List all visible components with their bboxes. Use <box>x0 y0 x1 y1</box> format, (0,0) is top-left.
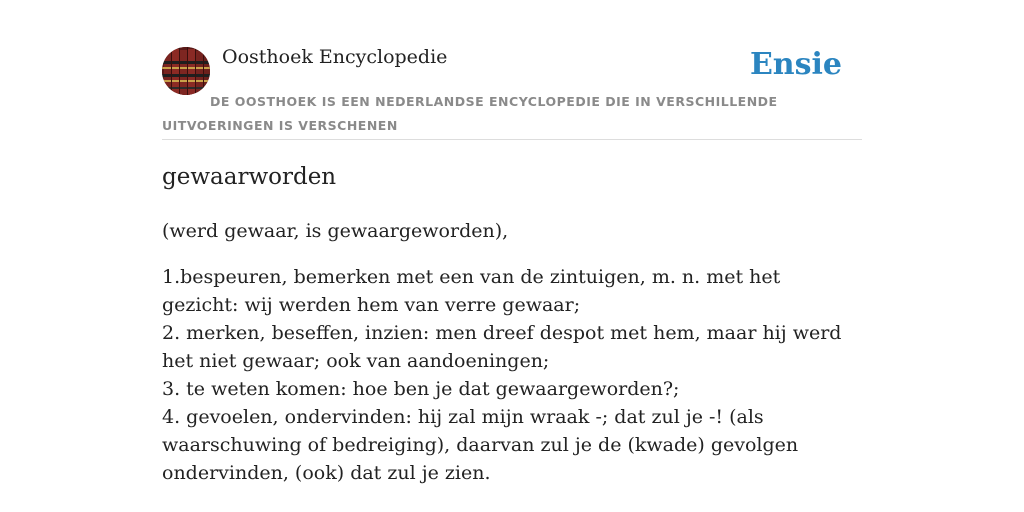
definition-sense: 4. gevoelen, ondervinden: hij zal mijn wraak -; dat zul je -! (als waarschuwing of bedreiging), daarvan zul je de (kwade) gevolgen ondervinden, (ook) dat zul je zien. <box>162 406 799 484</box>
header-divider <box>162 139 862 140</box>
definition-sense: 3. te weten komen: hoe ben je dat gewaargeworden?; <box>162 378 680 400</box>
site-name[interactable]: Oosthoek Encyclopedie <box>222 46 448 68</box>
definition-sense: 1.bespeuren, bemerken met een van de zintuigen, m. n. met het gezicht: wij werden hem van verre gewaar; <box>162 266 781 316</box>
definition-sense: 2. merken, beseffen, inzien: men dreef despot met hem, maar hij werd het niet gewaar; ook van aandoeningen; <box>162 322 842 372</box>
entry-definition <box>162 263 862 487</box>
encyclopedia-books-icon[interactable] <box>162 47 210 95</box>
entry-headword: gewaarworden <box>162 164 337 190</box>
site-tagline: DE OOSTHOEK IS EEN NEDERLANDSE ENCYCLOPEDIE DIE IN VERSCHILLENDE UITVOERINGEN IS VERSCHENEN <box>162 94 778 133</box>
entry-card <box>162 0 862 512</box>
entry-grammar: (werd gewaar, is gewaargeworden), <box>162 220 509 242</box>
ensie-logo-link[interactable]: Ensie <box>749 47 842 82</box>
